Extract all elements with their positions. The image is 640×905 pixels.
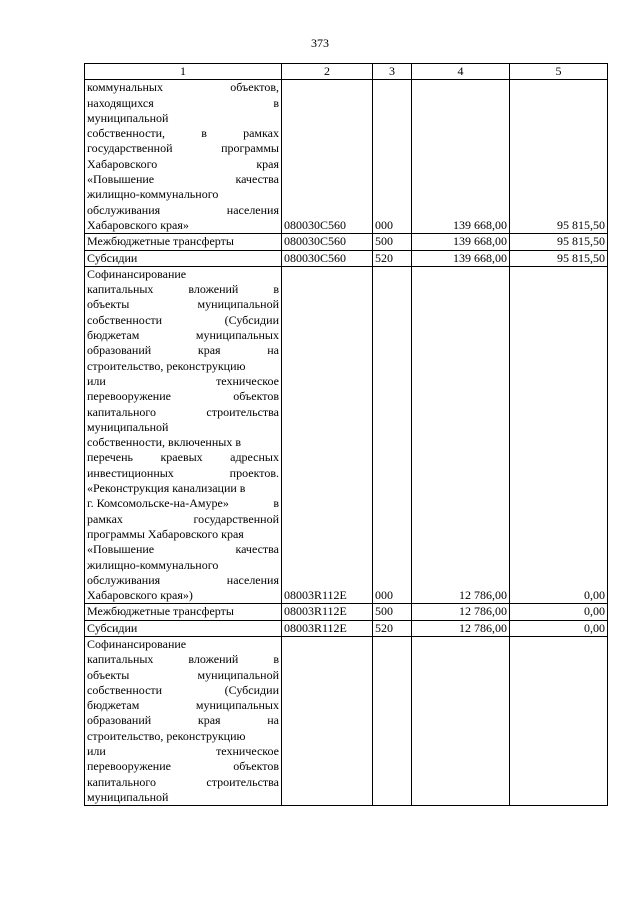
description-line <box>87 588 279 603</box>
description-line <box>87 359 279 374</box>
description-word: обслуживания <box>87 572 161 587</box>
amount-col-5: 0,00 <box>510 266 608 604</box>
table-row <box>85 80 608 234</box>
description-line <box>87 111 279 126</box>
target-article-code: 08003R112E <box>282 620 373 636</box>
description-word: или <box>87 373 106 388</box>
description-word: образований <box>87 343 152 358</box>
description-word: муниципальной <box>197 297 279 312</box>
description-word: инвестиционных <box>87 465 174 480</box>
amount-col-5 <box>510 636 608 805</box>
expense-type-code: 500 <box>373 234 412 250</box>
description-word: собственности, включенных в <box>87 435 241 450</box>
description-word: на <box>267 713 279 728</box>
description-word: Софинансирование <box>87 636 187 651</box>
description-word: Субсидии <box>87 250 138 265</box>
header-col-4: 4 <box>412 64 510 80</box>
description-line <box>87 450 279 465</box>
description-word: строительство, реконструкцию <box>87 728 246 743</box>
description-word: (Субсидии <box>224 312 279 327</box>
description-line <box>87 172 279 187</box>
description-word: техническое <box>216 744 279 759</box>
description-word: или <box>87 744 106 759</box>
target-article-code: 080030С560 <box>282 234 373 250</box>
description-word: Межбюджетные трансферты <box>87 234 234 249</box>
description-word: качества <box>235 542 279 557</box>
description-line <box>87 527 279 542</box>
row-description <box>85 266 282 604</box>
description-word: в <box>201 126 207 141</box>
description-line <box>87 187 279 202</box>
description-line <box>87 698 279 713</box>
description-line <box>87 668 279 683</box>
amount-col-5: 95 815,50 <box>510 234 608 250</box>
description-word: собственности <box>87 682 163 697</box>
description-word: объекты <box>87 297 130 312</box>
description-word: проектов. <box>229 465 279 480</box>
table-row <box>85 620 608 636</box>
expense-type-code <box>373 636 412 805</box>
description-line <box>87 621 279 636</box>
description-line <box>87 313 279 328</box>
description-word: перевооружение <box>87 389 171 404</box>
description-word: строительство, реконструкцию <box>87 358 246 373</box>
description-word: объектов <box>233 759 279 774</box>
description-word: Хабаровского края» <box>87 217 189 232</box>
target-article-code: 08003R112E <box>282 604 373 620</box>
description-word: «Повышение <box>87 172 155 187</box>
description-line <box>87 282 279 297</box>
description-word: муниципальной <box>87 110 169 125</box>
amount-col-5: 0,00 <box>510 604 608 620</box>
description-word: населения <box>226 202 279 217</box>
description-word: капитальных <box>87 652 154 667</box>
description-line <box>87 759 279 774</box>
description-word: адресных <box>230 450 279 465</box>
description-word: капитальных <box>87 282 154 297</box>
description-line <box>87 343 279 358</box>
amount-col-5: 0,00 <box>510 620 608 636</box>
target-article-code: 080030С560 <box>282 250 373 266</box>
description-line <box>87 420 279 435</box>
description-word: в <box>273 282 279 297</box>
description-word: муниципальных <box>195 698 279 713</box>
amount-col-4: 12 786,00 <box>412 266 510 604</box>
description-word: Хабаровского <box>87 156 158 171</box>
description-word: образований <box>87 713 152 728</box>
description-line <box>87 218 279 233</box>
description-line <box>87 126 279 141</box>
description-word: края <box>197 343 221 358</box>
description-word: Софинансирование <box>87 266 187 281</box>
description-line <box>87 775 279 790</box>
page-number: 373 <box>311 36 329 50</box>
description-line <box>87 790 279 805</box>
header-col-1: 1 <box>85 64 282 80</box>
description-word: муниципальной <box>87 789 169 804</box>
description-word: в <box>273 652 279 667</box>
description-word: (Субсидии <box>224 682 279 697</box>
target-article-code: 080030С560 <box>282 80 373 234</box>
description-line <box>87 652 279 667</box>
description-line <box>87 141 279 156</box>
description-word: собственности, <box>87 126 166 141</box>
description-word: «Повышение <box>87 542 155 557</box>
description-word: Хабаровского края») <box>87 588 193 603</box>
description-word: в <box>273 496 279 511</box>
description-line <box>87 157 279 172</box>
description-line <box>87 744 279 759</box>
amount-col-4: 139 668,00 <box>412 234 510 250</box>
row-description <box>85 80 282 234</box>
description-word: капитального <box>87 774 156 789</box>
expense-type-code: 000 <box>373 266 412 604</box>
table-row <box>85 266 608 604</box>
description-word: программы <box>221 141 279 156</box>
description-line <box>87 683 279 698</box>
expense-type-code: 520 <box>373 620 412 636</box>
description-word: муниципальной <box>197 667 279 682</box>
target-article-code <box>282 636 373 805</box>
header-col-5: 5 <box>510 64 608 80</box>
description-line <box>87 466 279 481</box>
description-word: муниципальной <box>87 419 169 434</box>
description-line <box>87 297 279 312</box>
amount-col-5: 95 815,50 <box>510 80 608 234</box>
description-word: Субсидии <box>87 620 138 635</box>
description-word: коммунальных <box>87 80 163 95</box>
description-line <box>87 573 279 588</box>
description-line <box>87 203 279 218</box>
description-word: качества <box>235 172 279 187</box>
description-word: государственной <box>193 511 279 526</box>
description-word: собственности <box>87 312 163 327</box>
description-word: перевооружение <box>87 759 171 774</box>
description-word: государственной <box>87 141 173 156</box>
amount-col-5: 95 815,50 <box>510 250 608 266</box>
description-line <box>87 496 279 511</box>
row-description <box>85 620 282 636</box>
table-row <box>85 234 608 250</box>
description-word: муниципальных <box>195 328 279 343</box>
description-line <box>87 389 279 404</box>
amount-col-4: 139 668,00 <box>412 250 510 266</box>
description-word: на <box>267 343 279 358</box>
description-word: бюджетам <box>87 328 140 343</box>
table-row <box>85 250 608 266</box>
expense-type-code: 000 <box>373 80 412 234</box>
description-word: объектов, <box>230 80 279 95</box>
amount-col-4: 12 786,00 <box>412 604 510 620</box>
header-col-3: 3 <box>373 64 412 80</box>
description-line <box>87 558 279 573</box>
row-description <box>85 250 282 266</box>
description-word: вложений <box>188 282 239 297</box>
description-word: жилищно-коммунального <box>87 187 219 202</box>
amount-col-4 <box>412 636 510 805</box>
description-word: рамках <box>87 511 123 526</box>
target-article-code: 08003R112E <box>282 266 373 604</box>
description-line <box>87 729 279 744</box>
description-word: капитального <box>87 404 156 419</box>
expense-type-code: 520 <box>373 250 412 266</box>
description-word: краевых <box>160 450 203 465</box>
description-word: жилищно-коммунального <box>87 557 219 572</box>
description-word: г. Комсомольске-на-Амуре» <box>87 496 229 511</box>
description-word: рамках <box>243 126 279 141</box>
description-word: края <box>197 713 221 728</box>
table-header <box>85 64 608 80</box>
description-word: вложений <box>188 652 239 667</box>
description-word: находящихся <box>87 95 154 110</box>
expense-type-code: 500 <box>373 604 412 620</box>
description-word: Межбюджетные трансферты <box>87 604 234 619</box>
description-word: строительства <box>206 404 279 419</box>
header-col-2: 2 <box>282 64 373 80</box>
description-word: в <box>273 95 279 110</box>
description-word: бюджетам <box>87 698 140 713</box>
description-line <box>87 435 279 450</box>
description-word: объекты <box>87 667 130 682</box>
description-line <box>87 637 279 652</box>
description-line <box>87 251 279 266</box>
description-line <box>87 234 279 249</box>
description-line <box>87 405 279 420</box>
description-line <box>87 80 279 95</box>
description-word: строительства <box>206 774 279 789</box>
description-word: населения <box>226 572 279 587</box>
row-description <box>85 604 282 620</box>
description-word: объектов <box>233 389 279 404</box>
header-row <box>85 64 608 80</box>
description-word: обслуживания <box>87 202 161 217</box>
description-line <box>87 96 279 111</box>
row-description <box>85 234 282 250</box>
row-description <box>85 636 282 805</box>
description-line <box>87 604 279 619</box>
description-line <box>87 328 279 343</box>
description-line <box>87 512 279 527</box>
description-line <box>87 267 279 282</box>
table-body <box>85 80 608 806</box>
description-word: «Реконструкция канализации в <box>87 481 246 496</box>
description-word: края <box>256 156 279 171</box>
amount-col-4: 12 786,00 <box>412 620 510 636</box>
amount-col-4: 139 668,00 <box>412 80 510 234</box>
description-line <box>87 481 279 496</box>
description-word: перечень <box>87 450 134 465</box>
budget-table <box>84 63 608 806</box>
table-row <box>85 636 608 805</box>
description-word: программы Хабаровского края <box>87 526 244 541</box>
description-word: техническое <box>216 373 279 388</box>
table-row <box>85 604 608 620</box>
description-line <box>87 374 279 389</box>
description-line <box>87 713 279 728</box>
description-line <box>87 542 279 557</box>
